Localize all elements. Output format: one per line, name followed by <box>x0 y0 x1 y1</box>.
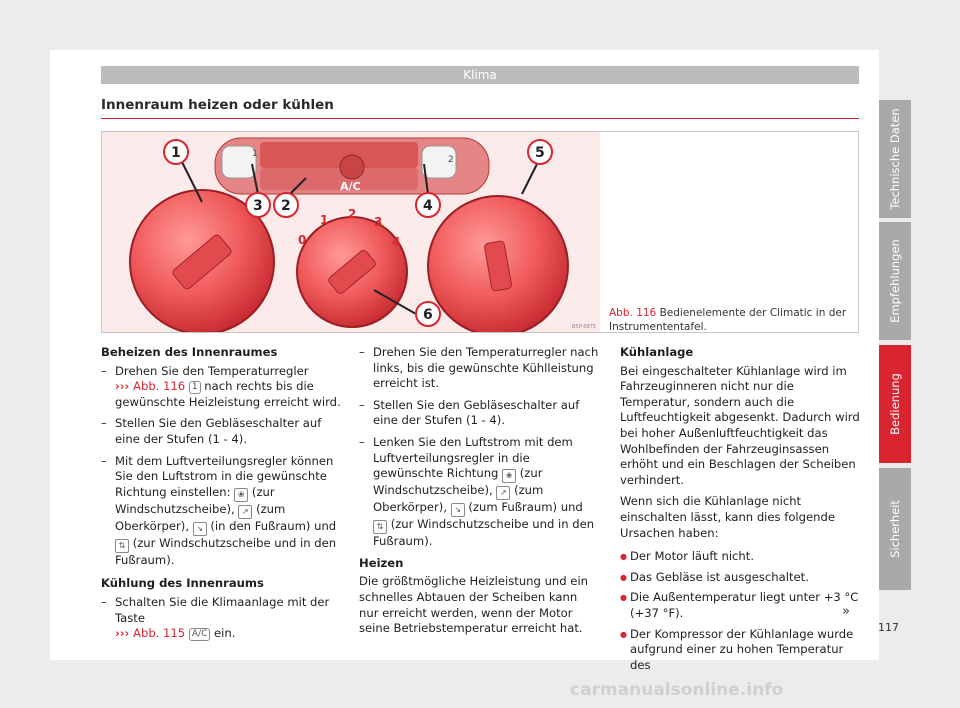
paragraph: Bei eingeschalteter Kühlanlage wird im Fahrzeuginneren nicht nur die Temperatur, sondern auch die Luftfeuchtigkeit abgesenkt. Dadurch wird bei hoher Außenluftfeuchtigkeit das Wohlbefinden der Fahrzeuginsassen erhöht und ein Beschlagen der Scheiben verhindert. <box>620 363 860 487</box>
svg-text:5: 5 <box>535 145 545 161</box>
continue-marker: » <box>842 604 850 619</box>
heading-kuehlanlage: Kühlanlage <box>620 345 694 359</box>
heading-heating: Beheizen des Innenraumes <box>101 345 278 359</box>
windshield-icon: ❀ <box>502 469 516 483</box>
list-item: – Drehen Sie den Temperaturregler nach links, bis die gewünschte Kühlleistung erreicht ist. <box>359 345 599 392</box>
ac-label: A/C <box>340 180 361 193</box>
watermark: carmanualsonline.info <box>570 680 784 700</box>
page-number: 117 <box>878 621 899 634</box>
windshield-footwell-icon: ⇅ <box>373 520 387 534</box>
upper-body-icon: ↗ <box>496 486 510 500</box>
list-item: – Stellen Sie den Gebläseschalter auf eine der Stufen (1 - 4). <box>359 398 599 429</box>
fan-step-4: 4 <box>392 235 401 249</box>
bullet-item: ● Der Motor läuft nicht. <box>620 549 860 565</box>
windshield-footwell-icon: ⇅ <box>115 539 129 553</box>
ac-button-badge: A/C <box>189 628 210 641</box>
svg-text:4: 4 <box>423 198 433 214</box>
caption-ref: Abb. 116 <box>609 307 657 319</box>
bullet-item: ● Der Kompressor der Kühlanlage wurde aufgrund einer zu hohen Temperatur des <box>620 627 860 674</box>
fan-step-3: 3 <box>374 215 383 229</box>
bullet-item: ● Die Außentemperatur liegt unter +3 °C (+37 °F). <box>620 590 860 621</box>
upper-body-icon: ↗ <box>238 505 252 519</box>
footwell-icon: ↘ <box>451 503 465 517</box>
figure-link[interactable]: Abb. 115 <box>133 626 186 641</box>
bullet-item: ● Das Gebläse ist ausgeschaltet. <box>620 570 860 586</box>
climatic-controls-illustration <box>102 132 600 332</box>
figure-116 <box>101 131 859 333</box>
column-1 <box>101 345 341 648</box>
list-item: – Stellen Sie den Gebläseschalter auf eine der Stufen (1 - 4). <box>101 416 341 447</box>
footwell-icon: ↘ <box>193 522 207 536</box>
paragraph: Wenn sich die Kühlanlage nicht einschalten lässt, kann dies folgende Ursachen haben: <box>620 494 835 540</box>
tab-sicherheit[interactable]: Sicherheit <box>879 468 911 590</box>
list-item: – Drehen Sie den Temperaturregler ››› Abb. 116 1 nach rechts bis die gewünschte Heizleistung erreicht wird. <box>101 364 341 411</box>
heading-heizen: Heizen <box>359 555 404 570</box>
list-item: – Lenken Sie den Luftstrom mit dem Luftverteilungsregler in die gewünschte Richtung ❀ (zur Windschutzscheibe), ↗ (zum Oberkörper), ↘ (zum Fußraum) und ⇅ (zur Windschutzscheibe und in den Fußraum). <box>359 435 599 550</box>
svg-text:2: 2 <box>281 198 291 214</box>
svg-text:6: 6 <box>423 307 433 323</box>
fan-step-0: 0 <box>298 233 307 247</box>
fan-step-2: 2 <box>348 207 357 221</box>
callout-badge: 1 <box>189 381 201 394</box>
section-title: Innenraum heizen oder kühlen <box>101 97 334 113</box>
caption-text: Bedienelemente der Climatic in der Instrumententafel. <box>609 307 847 333</box>
seat-heat-mark-left: 1 <box>252 149 258 159</box>
figure-caption <box>609 306 853 334</box>
title-divider <box>101 118 859 119</box>
tab-empfehlungen[interactable]: Empfehlungen <box>879 222 911 340</box>
column-3 <box>620 345 860 678</box>
list-item: – Schalten Sie die Klimaanlage mit der Taste ››› Abb. 115 A/C ein. <box>101 595 341 642</box>
svg-text:3: 3 <box>253 198 263 214</box>
tab-bedienung[interactable]: Bedienung <box>879 345 911 463</box>
figure-link[interactable]: Abb. 116 <box>133 379 186 394</box>
image-code: B5P-0975 <box>572 324 597 330</box>
windshield-icon: ❀ <box>234 488 248 502</box>
list-item: – Mit dem Luftverteilungsregler können Sie den Luftstrom in die gewünschte Richtung einstellen: ❀ (zur Windschutzscheibe), ↗ (zum Oberkörper), ↘ (in den Fußraum) und ⇅ (zur Windschutzscheibe und in den Fußraum). <box>101 454 341 569</box>
column-2 <box>359 345 599 640</box>
tab-technische-daten[interactable]: Technische Daten <box>879 100 911 218</box>
heading-cooling: Kühlung des Innenraums <box>101 576 264 591</box>
fan-step-1: 1 <box>320 213 329 227</box>
paragraph: Die größtmögliche Heizleistung und ein schnelles Abtauen der Scheiben kann nur erreicht werden, wenn der Motor seine Betriebstemperatur erreicht hat. <box>359 574 589 636</box>
svg-text:1: 1 <box>171 145 181 161</box>
seat-heat-mark-right: 2 <box>448 155 454 165</box>
chapter-header: Klima <box>101 66 859 84</box>
